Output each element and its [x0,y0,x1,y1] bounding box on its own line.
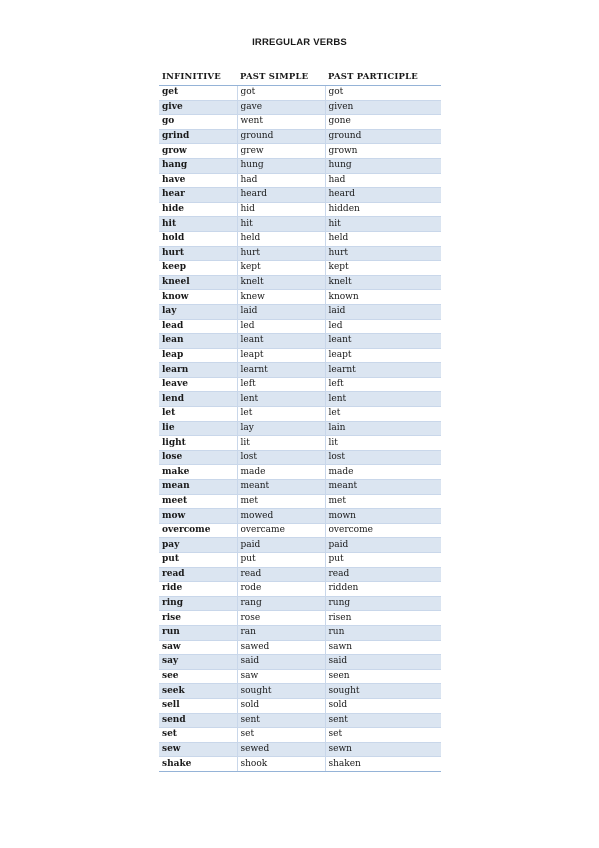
infinitive-cell: say [159,655,237,670]
past-simple-cell: lit [237,436,325,451]
past-simple-cell: made [237,465,325,480]
infinitive-cell: send [159,713,237,728]
table-row [159,421,441,436]
table-row [159,319,441,334]
table-row [159,698,441,713]
table-row [159,231,441,246]
table-row [159,509,441,524]
past-simple-cell: leapt [237,348,325,363]
table-row [159,625,441,640]
infinitive-cell: leap [159,348,237,363]
past-participle-cell: hurt [325,246,441,261]
table-row [159,173,441,188]
table-row [159,334,441,349]
table-row [159,567,441,582]
past-participle-cell: overcome [325,523,441,538]
past-simple-cell: led [237,319,325,334]
table-row [159,728,441,743]
infinitive-cell: leave [159,377,237,392]
infinitive-cell: lay [159,304,237,319]
past-simple-cell: hit [237,217,325,232]
infinitive-cell: get [159,86,237,101]
infinitive-cell: set [159,728,237,743]
table-row [159,523,441,538]
past-participle-cell: led [325,319,441,334]
infinitive-cell: go [159,115,237,130]
table-row [159,480,441,495]
infinitive-cell: keep [159,261,237,276]
table-row [159,392,441,407]
table-row [159,377,441,392]
infinitive-cell: learn [159,363,237,378]
table-row [159,86,441,101]
infinitive-cell: saw [159,640,237,655]
infinitive-cell: ring [159,596,237,611]
table-row [159,582,441,597]
past-participle-cell: said [325,655,441,670]
table-row [159,217,441,232]
past-participle-cell: given [325,100,441,115]
past-simple-cell: sold [237,698,325,713]
past-simple-cell: went [237,115,325,130]
past-participle-cell: sent [325,713,441,728]
past-simple-cell: meant [237,480,325,495]
past-simple-cell: hid [237,202,325,217]
past-simple-cell: met [237,494,325,509]
column-header-past-simple: PAST SIMPLE [237,69,325,86]
table-row [159,757,441,772]
past-participle-cell: rung [325,596,441,611]
past-simple-cell: left [237,377,325,392]
past-simple-cell: let [237,407,325,422]
table-row [159,538,441,553]
past-participle-cell: set [325,728,441,743]
table-row [159,348,441,363]
past-participle-cell: knelt [325,275,441,290]
past-participle-cell: lit [325,436,441,451]
past-simple-cell: heard [237,188,325,203]
past-simple-cell: rose [237,611,325,626]
column-header-past-participle: PAST PARTICIPLE [325,69,441,86]
infinitive-cell: pay [159,538,237,553]
infinitive-cell: have [159,173,237,188]
past-participle-cell: lent [325,392,441,407]
past-participle-cell: held [325,231,441,246]
table-row [159,188,441,203]
past-participle-cell: gone [325,115,441,130]
table-row [159,465,441,480]
infinitive-cell: run [159,625,237,640]
page-title: IRREGULAR VERBS [252,37,347,48]
past-simple-cell: hurt [237,246,325,261]
past-participle-cell: sawn [325,640,441,655]
past-participle-cell: hit [325,217,441,232]
past-simple-cell: put [237,553,325,568]
table-row [159,261,441,276]
past-participle-cell: known [325,290,441,305]
table-row [159,640,441,655]
table-row [159,611,441,626]
past-simple-cell: got [237,86,325,101]
infinitive-cell: lead [159,319,237,334]
table-row [159,669,441,684]
infinitive-cell: lose [159,450,237,465]
past-participle-cell: seen [325,669,441,684]
infinitive-cell: give [159,100,237,115]
past-participle-cell: sought [325,684,441,699]
past-simple-cell: sent [237,713,325,728]
past-participle-cell: left [325,377,441,392]
table-row [159,436,441,451]
past-simple-cell: set [237,728,325,743]
past-participle-cell: met [325,494,441,509]
past-participle-cell: ground [325,129,441,144]
past-simple-cell: rode [237,582,325,597]
table-row [159,290,441,305]
past-participle-cell: had [325,173,441,188]
past-simple-cell: mowed [237,509,325,524]
table-row [159,363,441,378]
infinitive-cell: lean [159,334,237,349]
infinitive-cell: hold [159,231,237,246]
past-participle-cell: hidden [325,202,441,217]
past-participle-cell: laid [325,304,441,319]
past-simple-cell: saw [237,669,325,684]
past-simple-cell: lent [237,392,325,407]
table-row [159,275,441,290]
table-row [159,684,441,699]
infinitive-cell: hit [159,217,237,232]
past-participle-cell: run [325,625,441,640]
past-participle-cell: leant [325,334,441,349]
table-row [159,304,441,319]
infinitive-cell: make [159,465,237,480]
infinitive-cell: hide [159,202,237,217]
past-simple-cell: knelt [237,275,325,290]
infinitive-cell: ride [159,582,237,597]
past-simple-cell: lost [237,450,325,465]
header-row [159,69,441,86]
past-participle-cell: learnt [325,363,441,378]
past-participle-cell: grown [325,144,441,159]
past-simple-cell: sought [237,684,325,699]
infinitive-cell: overcome [159,523,237,538]
table-row [159,494,441,509]
table-row [159,144,441,159]
table-row [159,596,441,611]
past-participle-cell: leapt [325,348,441,363]
table-row [159,742,441,757]
infinitive-cell: grind [159,129,237,144]
infinitive-cell: meet [159,494,237,509]
past-simple-cell: lay [237,421,325,436]
past-simple-cell: gave [237,100,325,115]
past-participle-cell: hung [325,158,441,173]
past-simple-cell: overcame [237,523,325,538]
table-row [159,100,441,115]
past-simple-cell: sawed [237,640,325,655]
past-simple-cell: knew [237,290,325,305]
infinitive-cell: lend [159,392,237,407]
table-row [159,713,441,728]
past-simple-cell: kept [237,261,325,276]
column-header-infinitive: INFINITIVE [159,69,237,86]
past-simple-cell: sewed [237,742,325,757]
past-simple-cell: ran [237,625,325,640]
table-row [159,246,441,261]
irregular-verbs-table [159,69,441,772]
past-participle-cell: shaken [325,757,441,772]
past-participle-cell: mown [325,509,441,524]
past-participle-cell: ridden [325,582,441,597]
infinitive-cell: hear [159,188,237,203]
infinitive-cell: light [159,436,237,451]
past-participle-cell: lain [325,421,441,436]
infinitive-cell: seek [159,684,237,699]
infinitive-cell: hurt [159,246,237,261]
infinitive-cell: let [159,407,237,422]
table-row [159,553,441,568]
past-participle-cell: sold [325,698,441,713]
infinitive-cell: put [159,553,237,568]
table-row [159,202,441,217]
past-simple-cell: leant [237,334,325,349]
infinitive-cell: sell [159,698,237,713]
past-simple-cell: shook [237,757,325,772]
infinitive-cell: see [159,669,237,684]
table-row [159,115,441,130]
table-row [159,655,441,670]
past-simple-cell: had [237,173,325,188]
past-participle-cell: lost [325,450,441,465]
infinitive-cell: read [159,567,237,582]
table-row [159,158,441,173]
past-participle-cell: risen [325,611,441,626]
past-simple-cell: paid [237,538,325,553]
past-participle-cell: made [325,465,441,480]
past-participle-cell: put [325,553,441,568]
infinitive-cell: know [159,290,237,305]
infinitive-cell: hang [159,158,237,173]
past-participle-cell: got [325,86,441,101]
table-body [159,86,441,772]
past-simple-cell: hung [237,158,325,173]
infinitive-cell: shake [159,757,237,772]
past-participle-cell: sewn [325,742,441,757]
past-participle-cell: heard [325,188,441,203]
past-participle-cell: meant [325,480,441,495]
infinitive-cell: mean [159,480,237,495]
past-participle-cell: paid [325,538,441,553]
table-header [159,69,441,86]
infinitive-cell: rise [159,611,237,626]
table-row [159,450,441,465]
infinitive-cell: grow [159,144,237,159]
past-simple-cell: ground [237,129,325,144]
table-row [159,129,441,144]
past-simple-cell: learnt [237,363,325,378]
infinitive-cell: sew [159,742,237,757]
past-participle-cell: kept [325,261,441,276]
past-simple-cell: said [237,655,325,670]
infinitive-cell: kneel [159,275,237,290]
past-simple-cell: rang [237,596,325,611]
past-simple-cell: laid [237,304,325,319]
past-simple-cell: read [237,567,325,582]
table-row [159,407,441,422]
infinitive-cell: lie [159,421,237,436]
past-participle-cell: read [325,567,441,582]
past-participle-cell: let [325,407,441,422]
infinitive-cell: mow [159,509,237,524]
past-simple-cell: held [237,231,325,246]
past-simple-cell: grew [237,144,325,159]
